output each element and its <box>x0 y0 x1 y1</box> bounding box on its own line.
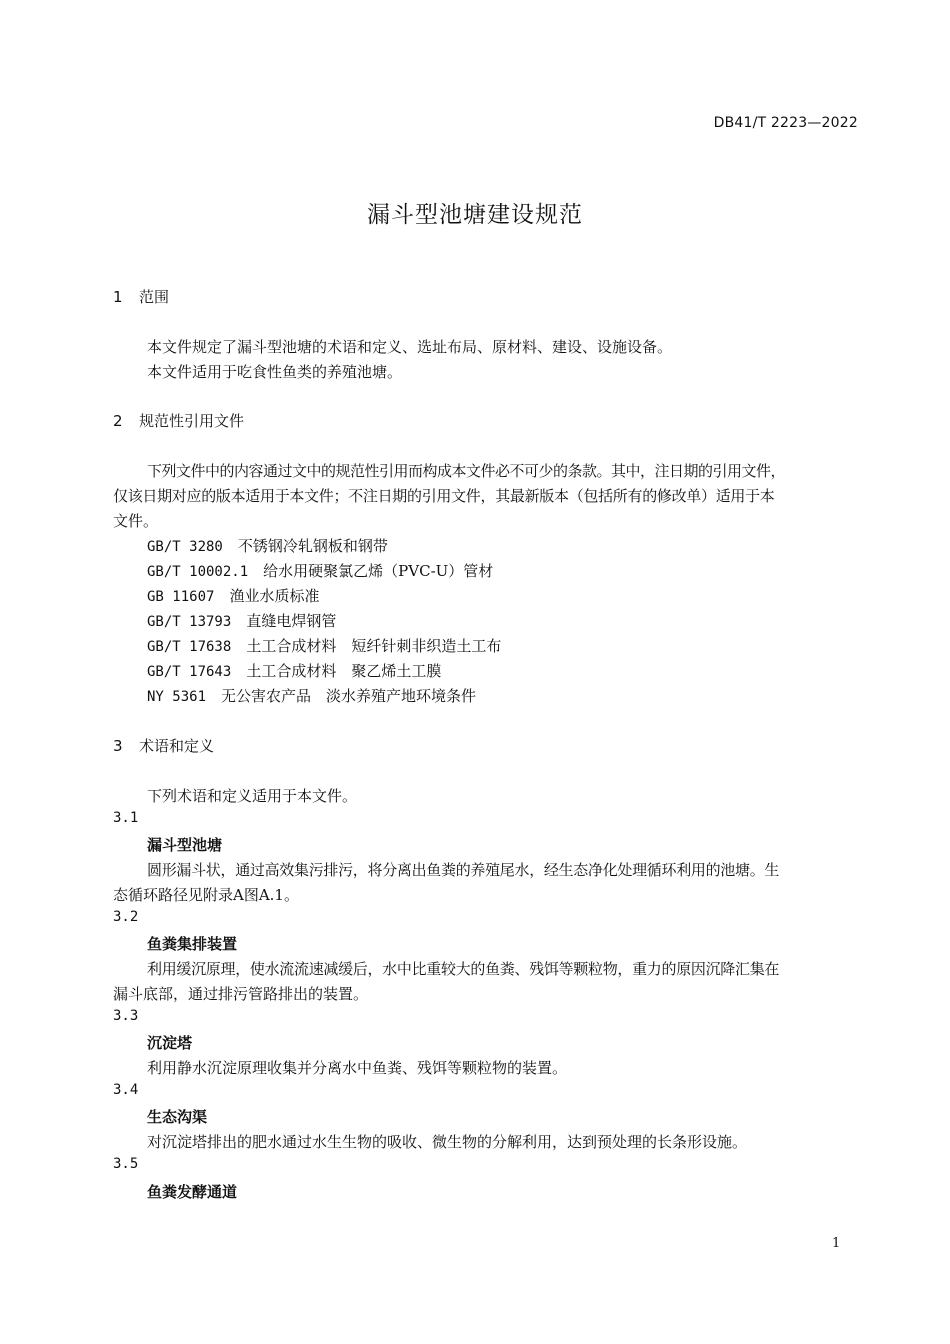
term-name: 鱼粪集排装置 <box>147 935 238 953</box>
reference-name: 不锈钢冷轧钢板和钢带 <box>237 537 388 555</box>
term-number: 3.1 <box>113 810 139 826</box>
document-title: 漏斗型池塘建设规范 <box>367 202 583 228</box>
term-number: 3.3 <box>113 1008 139 1024</box>
reference-code: GB/T 3280 <box>147 539 223 555</box>
term-definition-line: 圆形漏斗状，通过高效集污排污，将分离出鱼粪的养殖尾水，经生态净化处理循环利用的池塘。生 <box>147 861 780 879</box>
section-2-heading <box>113 410 244 431</box>
section-number: 1 <box>113 288 123 306</box>
term-name: 生态沟渠 <box>147 1108 208 1126</box>
term-name: 鱼粪发酵通道 <box>147 1183 238 1201</box>
section-3-heading <box>113 735 214 756</box>
reference-item <box>147 635 501 656</box>
reference-name: 无公害农产品 淡水养殖产地环境条件 <box>221 687 477 705</box>
paragraph: 本文件适用于吃食性鱼类的养殖池塘。 <box>147 363 403 381</box>
reference-item <box>147 535 388 556</box>
paragraph-line: 下列文件中的内容通过文中的规范性引用而构成本文件必不可少的条款。其中，注日期的引用文件， <box>147 462 786 480</box>
paragraph: 本文件规定了漏斗型池塘的术语和定义、选址布局、原材料、建设、设施设备。 <box>147 338 673 356</box>
standard-code: DB41/T 2223—2022 <box>713 115 858 131</box>
section-number: 2 <box>113 412 123 430</box>
section-number: 3 <box>113 737 123 755</box>
reference-name: 土工合成材料 短纤针刺非织造土工布 <box>246 637 502 655</box>
page-number: 1 <box>832 1236 841 1251</box>
reference-item <box>147 685 476 706</box>
reference-name: 土工合成材料 聚乙烯土工膜 <box>246 662 442 680</box>
term-definition-line: 对沉淀塔排出的肥水通过水生生物的吸收、微生物的分解利用，达到预处理的长条形设施。 <box>147 1133 748 1151</box>
reference-code: GB 11607 <box>147 589 215 605</box>
reference-code: GB/T 17643 <box>147 664 232 680</box>
reference-item <box>147 560 493 581</box>
reference-code: GB/T 10002.1 <box>147 564 249 580</box>
reference-item <box>147 660 441 681</box>
section-title: 范围 <box>139 288 170 306</box>
term-definition-line: 态循环路径见附录A图A.1。 <box>113 886 299 904</box>
reference-name: 渔业水质标准 <box>229 587 320 605</box>
reference-code: GB/T 13793 <box>147 614 232 630</box>
term-definition-line: 利用缓沉原理，使水流流速减缓后，水中比重较大的鱼粪、残饵等颗粒物，重力的原因沉降汇集在 <box>147 960 780 978</box>
reference-name: 直缝电焊钢管 <box>246 612 337 630</box>
term-number: 3.2 <box>113 909 139 925</box>
term-definition-line: 漏斗底部，通过排污管路排出的装置。 <box>113 985 369 1003</box>
section-title: 规范性引用文件 <box>139 412 245 430</box>
paragraph-line: 仅该日期对应的版本适用于本文件；不注日期的引用文件，其最新版本（包括所有的修改单）适用于本 <box>113 487 775 505</box>
reference-item <box>147 610 336 631</box>
reference-code: GB/T 17638 <box>147 639 232 655</box>
section-title: 术语和定义 <box>139 737 215 755</box>
term-definition-line: 利用静水沉淀原理收集并分离水中鱼粪、残饵等颗粒物的装置。 <box>147 1059 568 1077</box>
term-name: 沉淀塔 <box>147 1034 193 1052</box>
paragraph: 下列术语和定义适用于本文件。 <box>147 787 358 805</box>
reference-item <box>147 585 319 606</box>
term-number: 3.5 <box>113 1156 139 1172</box>
reference-name: 给水用硬聚氯乙烯（PVC-U）管材 <box>263 562 494 580</box>
paragraph-line: 文件。 <box>113 512 159 530</box>
section-1-heading <box>113 286 169 307</box>
reference-code: NY 5361 <box>147 689 207 705</box>
term-name: 漏斗型池塘 <box>147 836 223 854</box>
term-number: 3.4 <box>113 1082 139 1098</box>
